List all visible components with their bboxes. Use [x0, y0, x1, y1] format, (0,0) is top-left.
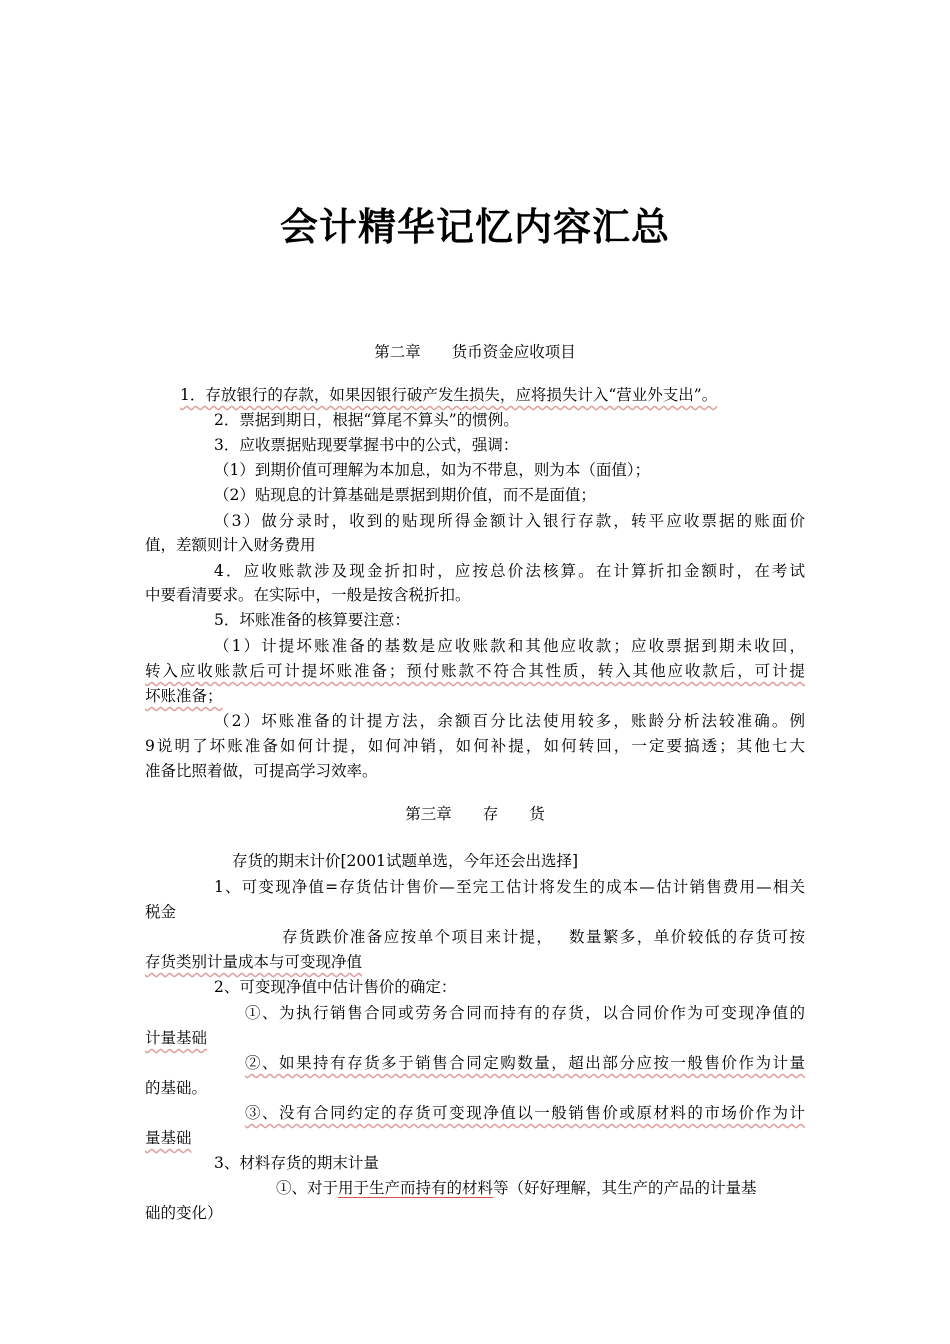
point-2-sub-2-line-2: 的基础。 — [145, 1079, 208, 1097]
document-title: 会计精华记忆内容汇总 — [279, 205, 670, 249]
point-2-sub-2-line-1: ②、如果持有存货多于销售合同定购数量，超出部分应按一般售价作为计量 — [245, 1054, 805, 1072]
item-5-sub-1-line-1: （1）计提坏账准备的基数是应收账款和其他应收款；应收票据到期未收回， — [214, 637, 805, 655]
point-1-line-2: 税金 — [145, 903, 177, 921]
point-3-heading: 3、材料存货的期末计量 — [214, 1154, 379, 1172]
point-3-sub-1-line-2: 础的变化） — [145, 1204, 223, 1222]
point-3-sub-1-suffix: 等（好好理解，其生产的产品的计量基 — [493, 1179, 757, 1197]
point-2-sub-1-line-1: ①、为执行销售合同或劳务合同而持有的存货，以合同价作为可变现净值的 — [245, 1004, 805, 1022]
point-1-note-line-1: 存货跌价准备应按单个项目来计提， 数量繁多，单价较低的存货可按 — [282, 928, 805, 946]
point-2-sub-1-line-2: 计量基础 — [145, 1029, 208, 1047]
item-3-sub-2: （2）贴现息的计算基础是票据到期价值，而不是面值； — [214, 486, 596, 504]
item-2: 2．票据到期日，根据“算尾不算头”的惯例。 — [214, 411, 519, 429]
item-3: 3．应收票据贴现要掌握书中的公式，强调： — [214, 436, 519, 454]
item-3-sub-3-line-2: 值，差额则计入财务费用 — [145, 536, 316, 554]
item-5-sub-2-line-3: 准备比照着做，可提高学习效率。 — [145, 762, 378, 780]
point-2-sub-3-line-2: 量基础 — [145, 1129, 192, 1147]
chapter-3-heading: 第三章 存 货 — [405, 805, 545, 823]
item-3-sub-1: （1）到期价值可理解为本加息，如为不带息，则为本（面值）； — [214, 461, 651, 479]
chapter-2-heading: 第二章 货币资金应收项目 — [374, 343, 576, 361]
item-5-sub-1-line-3: 坏账准备； — [145, 687, 223, 705]
item-5-sub-2-line-1: （2）坏账准备的计提方法，余额百分比法使用较多，账龄分析法较准确。例 — [214, 712, 805, 730]
item-4-line-2: 中要看清要求。在实际中，一般是按含税折扣。 — [145, 586, 471, 604]
item-5: 5．坏账准备的核算要注意： — [214, 611, 410, 629]
item-3-sub-3-line-1: （3）做分录时，收到的贴现所得金额计入银行存款，转平应收票据的账面价 — [214, 512, 805, 530]
point-1-note-line-2: 存货类别计量成本与可变现净值 — [145, 953, 363, 971]
point-3-sub-1-line-1 — [276, 1175, 805, 1201]
item-1: 1．存放银行的存款，如果因银行破产发生损失，应将损失计入“营业外支出”。 — [180, 386, 718, 404]
point-3-sub-1-underlined-term: 用于生产而持有的材料 — [338, 1179, 494, 1197]
item-5-sub-1-line-2: 转入应收账款后可计提坏账准备；预付账款不符合其性质，转入其他应收款后，可计提 — [145, 662, 805, 680]
item-5-sub-2-line-2: 9说明了坏账准备如何计提，如何冲销，如何补提，如何转回，一定要搞透；其他七大 — [145, 737, 805, 755]
point-1-line-1: 1、可变现净值=存货估计售价—至完工估计将发生的成本—估计销售费用—相关 — [214, 878, 805, 896]
point-2-sub-3-line-1: ③、没有合同约定的存货可变现净值以一般销售价或原材料的市场价作为计 — [245, 1104, 805, 1122]
chapter-3-intro: 存货的期末计价[2001试题单选，今年还会出选择] — [232, 852, 579, 870]
item-4-line-1: 4．应收账款涉及现金折扣时，应按总价法核算。在计算折扣金额时，在考试 — [214, 562, 805, 580]
point-2-heading: 2、可变现净值中估计售价的确定： — [214, 978, 457, 996]
point-3-sub-1-prefix: ①、对于 — [276, 1179, 339, 1197]
